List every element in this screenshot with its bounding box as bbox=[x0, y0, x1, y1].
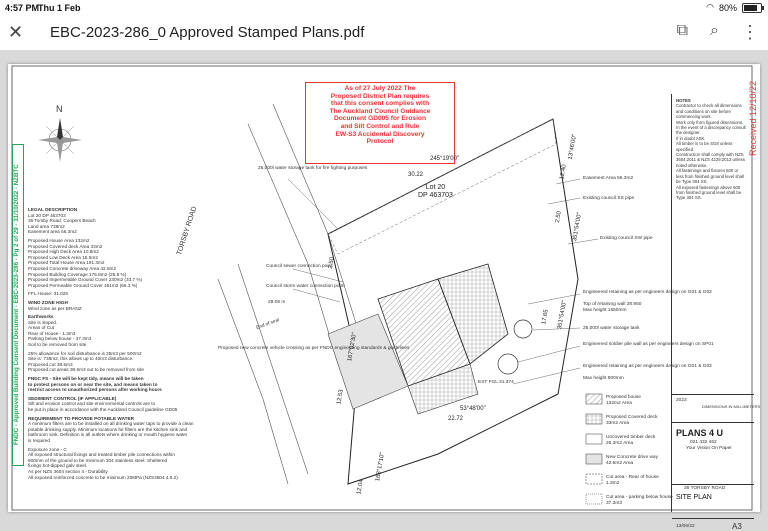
title-block: NOTES Contractor to check all dimensions and conditions on site before commencing work. Work only from figured dimensions. In the event of a discrepancy consult the designer. If in doubt ASK. All timber is to be SG8 unless specified. Construction shall comply with NZS 3604:2011 & NZS 4229:2013 unless noted otherwise. All fastenings and fixtures 600 or less from finished ground level shall be Type 304 SS. All exposed fastenings above 600 from finished ground level shall be Type 304 SS. 2023 DIMENSIONS IN MILLIMETERS PLANS 4 U 021 432 462 Your Vision On Paper 36 TORSBY ROAD SITE PLAN 13/06/22 A3 bbox=[671, 94, 754, 512]
dimension-label: 351°54'00" bbox=[557, 300, 568, 330]
wifi-icon: ◠ bbox=[706, 2, 714, 12]
received-stamp: Received 12/10/22 bbox=[748, 80, 758, 156]
north-label: N bbox=[56, 104, 63, 114]
document-title: EBC-2023-286_0 Approved Stamped Plans.pdf bbox=[50, 24, 365, 41]
plan-note: End of seal bbox=[255, 318, 281, 331]
dimension-label: 167°02'30" bbox=[347, 332, 358, 362]
dimension-label: 30.22 bbox=[408, 172, 424, 178]
sheet-size: A3 bbox=[732, 522, 742, 531]
legal-description: LEGAL DESCRIPTION Lot 20 DP 463703 36 Torsby Road, Coopers Beach Land area 738m2 Easement area 56.3m2 Proposed House Area 132m2 Proposed Covered deck Area 33m2 Proposed High Deck Area 10.8m2 Proposed Low Deck Area 15.5m2 Proposed Total House Area 191.3m2 Proposed Concrete driveway Area 42.6m2 Proposed Building Coverage 175.8m2 (25.8 %) Proposed Impermeable Ground Cover 230m2 (33.7 %) Proposed Permeable Ground Cover 451m2 (66.3 %) FFL House: 31.025 WIND ZONE HIGH Wind zone as per BRANZ Earthworks Site is sloped. Areas of Cut Rear of House - 1.3m3 Parking below house - 37.3m3 Soil to be removed from site 25% allowance for soil disturbance is 25m3 per 500m2 Site is: 738m2, this allows up to 40m3 disturbance. Proposed cut 38.6m3 Proposed cut areas 38.6m3 out to be removed from site FNDC FS - Site will be kept tidy, means will be taken to protect persons on or near the site, and means taken to restrict access to unauthorized persons after working hours SEDIMENT CONTROL (IF APPLICABLE) Silt and erosion control and site environmental controls are to be put in place in accordance with the Auckland Council guideline GD05 REQUIREMENT TO PROVIDE POTABLE WATER A minimum filters are to be installed on all drinking water taps to provide a clean potable drinking supply. Minimum locations for filters are the kitchen sink and bathroom sink. Definition is all outlets where drinking or mouth hygiene water is required Exposure zone - C All exposed structural fixings and treated timber pile connections within 600mm of the ground to be minimum 304 stainless steel. Sheltered fixings hot-dipped galv steel. As per NZS 3604 section 4 - Durability All exposed reinforced concrete to be minimum 20MPa (NZS3604 4.5.2). bbox=[28, 207, 194, 480]
close-icon[interactable]: ✕ bbox=[8, 22, 24, 42]
dimension-label: 168°17'10" bbox=[375, 452, 386, 482]
pdf-toolbar bbox=[0, 16, 768, 51]
dimension-label: 245°19'00" bbox=[430, 156, 460, 162]
plan-note: Council sewer connection point bbox=[266, 264, 333, 269]
lot-label: Lot 20 DP 463703 bbox=[418, 184, 453, 199]
date: Thu 1 Feb bbox=[38, 3, 81, 13]
fndc-approval-stamp: FNDC - Approved Building Consent Document - EBC-2023-286 - Pg 2 of 29 - 31/10/2022 - NZBTC bbox=[12, 144, 24, 466]
dimension-label: 53°48'00" bbox=[460, 406, 486, 412]
dimension-label: 12.53 bbox=[336, 389, 345, 405]
dimension-label: 2.50 bbox=[327, 256, 336, 270]
plan-note: Council storm water connection point bbox=[266, 284, 345, 289]
plan-note: 25,000l water storage tank bbox=[583, 326, 640, 331]
clock: 4:57 PM bbox=[5, 3, 40, 13]
search-icon[interactable]: ⌕ bbox=[710, 22, 719, 39]
plan-note: Existing council SS pipe bbox=[583, 196, 635, 201]
battery-icon bbox=[742, 3, 762, 13]
dimension-label: 13°46'00" bbox=[567, 133, 579, 161]
sheet-title: SITE PLAN bbox=[676, 494, 712, 501]
dimension-label: 12.40 bbox=[559, 164, 568, 180]
plan-note: EST FGL 31.374 bbox=[478, 380, 514, 385]
dimension-label: 351°54'00" bbox=[572, 212, 583, 242]
pdf-page[interactable]: FNDC - Approved Building Consent Document - EBC-2023-286 - Pg 2 of 29 - 31/10/2022 - NZBTC Received 12/10/22 As of 27 July 2022 The Proposed District Plan requires that this consent complies with The Auckland Council Guidance Document GD005 for Erosion and Silt Control and Rule EW-S3 Accidental Discovery Protocol LEGAL DESCRIPTION Lot 20 DP 463703 36 Torsby Road, Coopers Beach Land area 738m2 Easement area 56.3m2 Proposed House Area 132m2 Proposed Covered deck Area 33m2 Proposed High Deck Area 10.8m2 Proposed Low Deck Area 15.5m2 Proposed Total House Area 191.3m2 Proposed Concrete driveway Area 42.6m2 Proposed Building Coverage 175.8m2 (25.8 %) Proposed Impermeable Ground Cover 230m2 (33.7 %) Proposed Permeable Ground Cover 451m2 (66.3 %) FFL House: 31.025 WIND ZONE HIGH Wind zone as per BRANZ Earthworks Site is sloped. Areas of Cut Rear of House - 1.3m3 Parking below house - 37.3m3 Soil to be removed from site 25% allowance for soil disturbance is 25m3 per 500m2 Site is: 738m2, this allows up to 40m3 disturbance. Proposed cut 38.6m3 Proposed cut areas 38.6m3 out to be removed from site FNDC FS - Site will be kept tidy, means will be taken to protect persons on or near the site, and means taken to restrict access to unauthorized persons after working hours SEDIMENT CONTROL (IF APPLICABLE) Silt and erosion control and site environmental controls are to be put in place in accordance with the Auckland Council guideline GD05 REQUIREMENT TO PROVIDE POTABLE WATER A minimum filters are to be installed on all drinking water taps to provide a clean potable drinking supply. Minimum locations for filters are the kitchen sink and bathroom sink. Definition is all outlets where drinking or mouth hygiene water is required Exposure zone - C All exposed structural fixings and treated timber pile connections within 600mm of the ground to be minimum 304 stainless steel. Sheltered fixings hot-dipped galv steel. As per NZS 3604 section 4 - Durability All exposed reinforced concrete to be minimum 20MPa (NZS3604 4.5.2). TORSBY ROAD Lot 20 DP 463703 30.22 245°19'00" 12.40 13°46'00" 2.50 351°54'00" 17.65 351°54'00" 22.72 53°48'00" 12.53 167°02'30" 12.04 168°17'10" 2.50 25,000l water storage tank for fire fighting purposes Council sewer connection point Council storm water connection point 29.06 m Proposed new concrete vehicle crossing as per FNDC engineering standards & guidelines End of seal Easement Area 56.3m2 Existing council SS pipe Existing council SW pipe Engineered retaining as per engineers design on G01 & G02 Top of retaining wall 28.950 Max height 1650mm 25,000l water storage tank Engineered soldier pile wall as per engineers design on SP01 Engineered retaining as per engineers design on G01 & G02 Max height 900mm EST FGL 31.374 N Proposed house 132m2 Area Proposed Covered deck 33m2 Area Uncovered timber deck 26.3m2 Area New Concrete drive way 42.6m2 Area Cut area - Rear of house 1.3m2 Cut area - parking below house 37.3m3 NOTES Contractor to check all dimensions and conditions on site before commencing work. Work only from figured dimensions. In the event of a discrepancy consult the designer. If in doubt ASK. All timber is to be SG8 unless specified. Construction shall comply with NZS 3604:2011 & NZS 4229:2013 unless noted otherwise. All fastenings and fixtures 600 or less from finished ground level shall be Type 304 SS. All exposed fastenings above 600 from finished ground level shall be Type 304 SS. 2023 DIMENSIONS IN MILLIMETERS PLANS 4 U 021 432 462 Your Vision On Paper 36 TORSBY ROAD SITE PLAN 13/06/22 A3 bbox=[8, 64, 760, 512]
plan-note: Engineered soldier pile wall as per engineers design on SP01 bbox=[583, 342, 714, 347]
plan-note: Top of retaining wall 28.950 bbox=[583, 302, 642, 307]
plan-note: Engineered retaining as per engineers design on G01 & G02 bbox=[583, 364, 712, 369]
dimension-label: 22.72 bbox=[448, 416, 464, 422]
dimension-label: 12.04 bbox=[356, 479, 365, 495]
plan-note: 25,000l water storage tank for fire fighting purposes bbox=[258, 166, 368, 171]
status-bar bbox=[0, 0, 768, 16]
district-plan-notice: As of 27 July 2022 The Proposed District Plan requires that this consent complies with The Auckland Council Guidance Document GD005 for Erosion and Silt Control and Rule EW-S3 Accidental Discovery Protocol bbox=[305, 82, 455, 164]
drive-add-icon[interactable]: ⧉ bbox=[676, 22, 689, 39]
dimension-label: 2.50 bbox=[554, 210, 563, 224]
plan-note: Engineered retaining as per engineers design on G01 & G02 bbox=[583, 290, 712, 295]
battery-fill bbox=[744, 5, 757, 11]
dimension-label: 17.65 bbox=[541, 309, 550, 325]
plan-note: 29.06 m bbox=[268, 300, 286, 305]
plan-note: Max height 1650mm bbox=[583, 308, 627, 313]
plan-note: Max height 900mm bbox=[583, 376, 624, 381]
north-arrow-icon bbox=[38, 118, 82, 162]
plan-note: Easement Area 56.3m2 bbox=[583, 176, 634, 181]
road-name: TORSBY ROAD bbox=[176, 205, 199, 257]
company-logo: PLANS 4 U bbox=[676, 428, 724, 438]
plan-note: Proposed new concrete vehicle crossing as per FNDC engineering standards & guidelines bbox=[218, 346, 410, 351]
battery-percent: 80% bbox=[718, 2, 737, 13]
plan-note: Existing council SW pipe bbox=[600, 236, 653, 241]
more-icon[interactable]: ⋮ bbox=[741, 22, 758, 42]
